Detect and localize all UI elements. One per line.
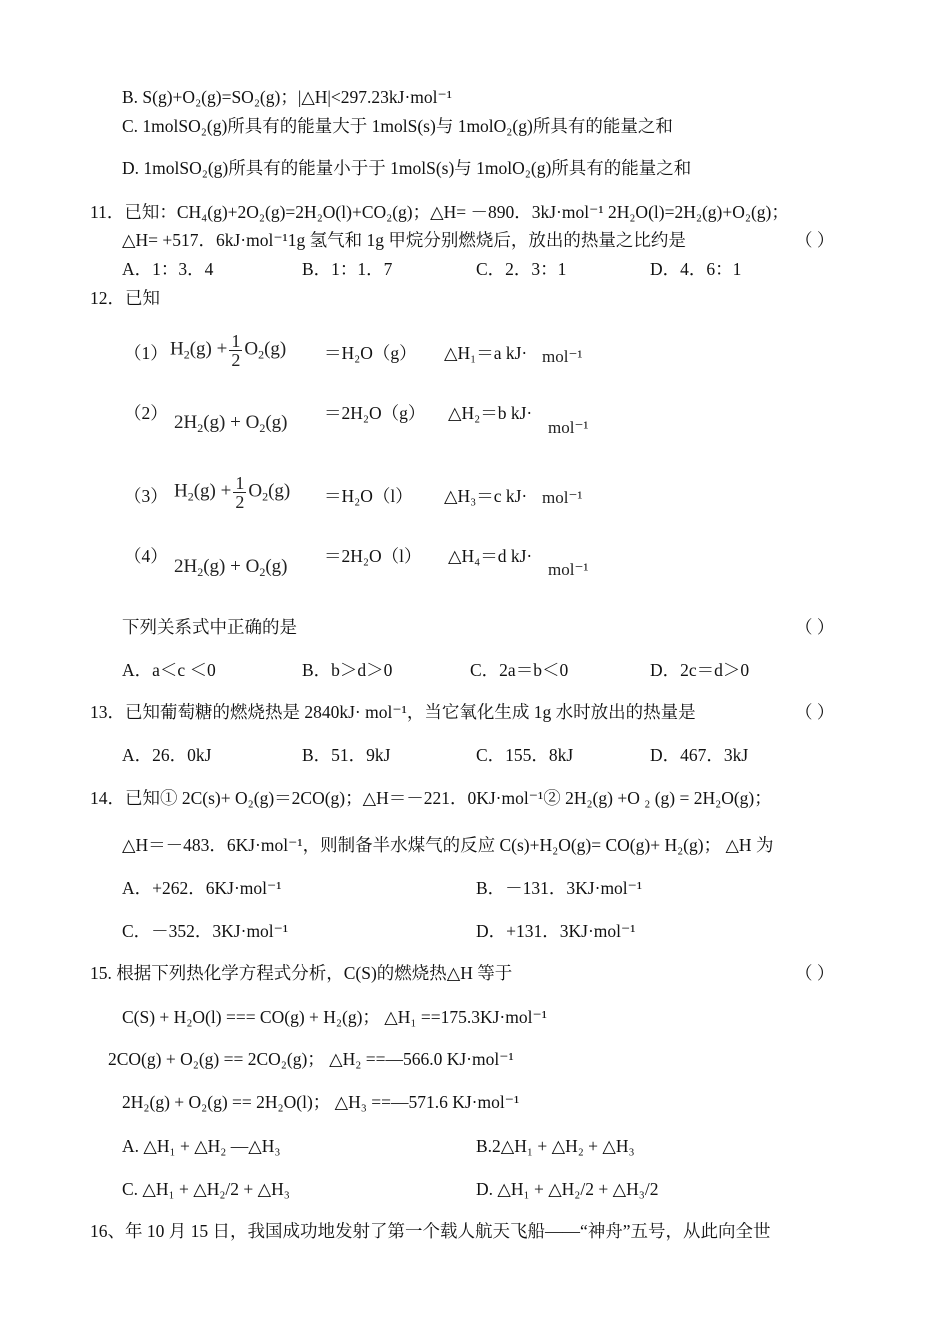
q15-stem: 15. 根据下列热化学方程式分析，C(S)的燃烧热△H 等于 xyxy=(90,963,513,983)
q12-option-d: D．2c＝d＞0 xyxy=(650,660,750,680)
q14-option-a: A．+262．6KJ·mol⁻¹ xyxy=(122,878,282,898)
q12-eq1-formula: $H_2(g)$ + $\frac{1}{2}$ $O_2(g)$ xyxy=(170,331,287,370)
q16-stem: 16、年 10 月 15 日，我国成功地发射了第一个载人航天飞船——“神舟”五号，从此向全世 xyxy=(90,1221,771,1241)
q12-eq2-product: ＝2H₂O（g） xyxy=(324,403,426,423)
q13-option-b: B．51．9kJ xyxy=(302,745,391,765)
q12-eq4-enthalpy: △H₄＝d kJ· xyxy=(448,546,533,566)
q12-question: 下列关系式中正确的是 xyxy=(122,617,297,637)
q12-eq3-formula: $H_2(g)$ + $\frac{1}{2}$ $O_2(g)$ xyxy=(174,473,291,512)
q15-reaction-1: C(S) + H₂O(l) === CO(g) + H₂(g)； △H₁ ==175.3KJ·mol⁻¹ xyxy=(122,1007,547,1027)
q12-eq2-enthalpy: △H₂＝b kJ· xyxy=(448,403,533,423)
q10-option-b: B. S(g)+O₂(g)=SO₂(g)；|△H|<297.23kJ·mol⁻¹ xyxy=(122,87,453,107)
q15-answer-blank: （ ） xyxy=(795,963,835,983)
q11-stem-line2: △H= +517．6kJ·mol⁻¹1g 氢气和 1g 甲烷分别燃烧后，放出的热量之比约是 xyxy=(122,230,686,250)
q12-eq3-product: ＝H₂O（l） xyxy=(324,486,413,506)
q12-eq1-product: ＝H₂O（g） xyxy=(324,343,417,363)
q15-option-d: D. △H₁ + △H₂/2 + △H₃/2 xyxy=(476,1179,659,1199)
q12-option-c: C．2a＝b＜0 xyxy=(470,660,569,680)
q11-option-d: D．4．6：1 xyxy=(650,259,742,279)
q13-option-d: D．467．3kJ xyxy=(650,745,749,765)
q15-reaction-3: 2H₂(g) + O₂(g) == 2H₂O(l)； △H₃ ==—571.6 KJ·mol⁻¹ xyxy=(122,1092,520,1112)
q12-eq1-enthalpy: △H₁＝a kJ· xyxy=(444,343,528,363)
q12-stem: 12．已知 xyxy=(90,288,160,308)
q12-eq4-number: （4） xyxy=(124,546,168,566)
q12-eq4-product: ＝2H₂O（l） xyxy=(324,546,422,566)
q10-option-d: D. 1molSO₂(g)所具有的能量小于于 1molS(s)与 1molO₂(g)所具有的能量之和 xyxy=(122,158,692,178)
q14-option-c: C．－352．3KJ·mol⁻¹ xyxy=(122,921,289,941)
q12-eq3-enthalpy: △H₃＝c kJ· xyxy=(444,486,528,506)
q11-option-b: B．1：1．7 xyxy=(302,259,393,279)
q15-option-c: C. △H₁ + △H₂/2 + △H₃ xyxy=(122,1179,290,1199)
q12-eq2-number: （2） xyxy=(124,403,168,423)
q13-option-a: A．26．0kJ xyxy=(122,745,212,765)
q12-answer-blank: （ ） xyxy=(795,617,835,637)
q11-stem-line1: 11．已知：CH₄(g)+2O₂(g)=2H₂O(l)+CO₂(g)；△H= －890．3kJ·mol⁻¹ 2H₂O(l)=2H₂(g)+O₂(g)； xyxy=(90,202,789,222)
q11-option-c: C．2．3：1 xyxy=(476,259,567,279)
q13-option-c: C．155．8kJ xyxy=(476,745,574,765)
q12-eq1-unit: mol⁻¹ xyxy=(542,347,583,366)
q13-answer-blank: （ ） xyxy=(795,702,835,722)
q12-eq1-number: （1） xyxy=(124,343,168,363)
q14-option-b: B．－131．3KJ·mol⁻¹ xyxy=(476,878,643,898)
q10-option-c: C. 1molSO₂(g)所具有的能量大于 1molS(s)与 1molO₂(g)所具有的能量之和 xyxy=(122,116,673,136)
q15-option-a: A. △H₁ + △H₂ —△H₃ xyxy=(122,1136,281,1156)
q11-option-a: A．1：3．4 xyxy=(122,259,214,279)
q15-option-b: B.2△H₁ + △H₂ + △H₃ xyxy=(476,1136,635,1156)
q14-stem-line2: △H＝－483．6KJ·mol⁻¹，则制备半水煤气的反应 C(s)+H₂O(g)= CO(g)+ H₂(g)； △H 为 xyxy=(122,835,774,855)
q12-eq3-unit: mol⁻¹ xyxy=(542,488,583,507)
q12-eq4-unit: mol⁻¹ xyxy=(548,560,589,579)
q14-option-d: D．+131．3KJ·mol⁻¹ xyxy=(476,921,636,941)
q12-eq2-formula: $2H_2(g) + O_2(g)$ xyxy=(174,412,288,435)
q15-reaction-2: 2CO(g) + O₂(g) == 2CO₂(g)； △H₂ ==—566.0 KJ·mol⁻¹ xyxy=(108,1049,514,1069)
q12-eq2-unit: mol⁻¹ xyxy=(548,418,589,437)
q13-stem: 13．已知葡萄糖的燃烧热是 2840kJ· mol⁻¹，当它氧化生成 1g 水时放出的热量是 xyxy=(90,702,696,722)
q12-option-a: A．a＜c ＜0 xyxy=(122,660,216,680)
q11-answer-blank: （ ） xyxy=(795,230,835,250)
q12-eq4-formula: $2H_2(g) + O_2(g)$ xyxy=(174,556,288,579)
q12-eq3-number: （3） xyxy=(124,486,168,506)
q12-option-b: B．b＞d＞0 xyxy=(302,660,393,680)
q14-stem-line1: 14．已知① 2C(s)+ O₂(g)＝2CO(g)；△H＝－221．0KJ·mol⁻¹② 2H₂(g) +O ₂ (g) = 2H₂O(g)； xyxy=(90,788,772,808)
